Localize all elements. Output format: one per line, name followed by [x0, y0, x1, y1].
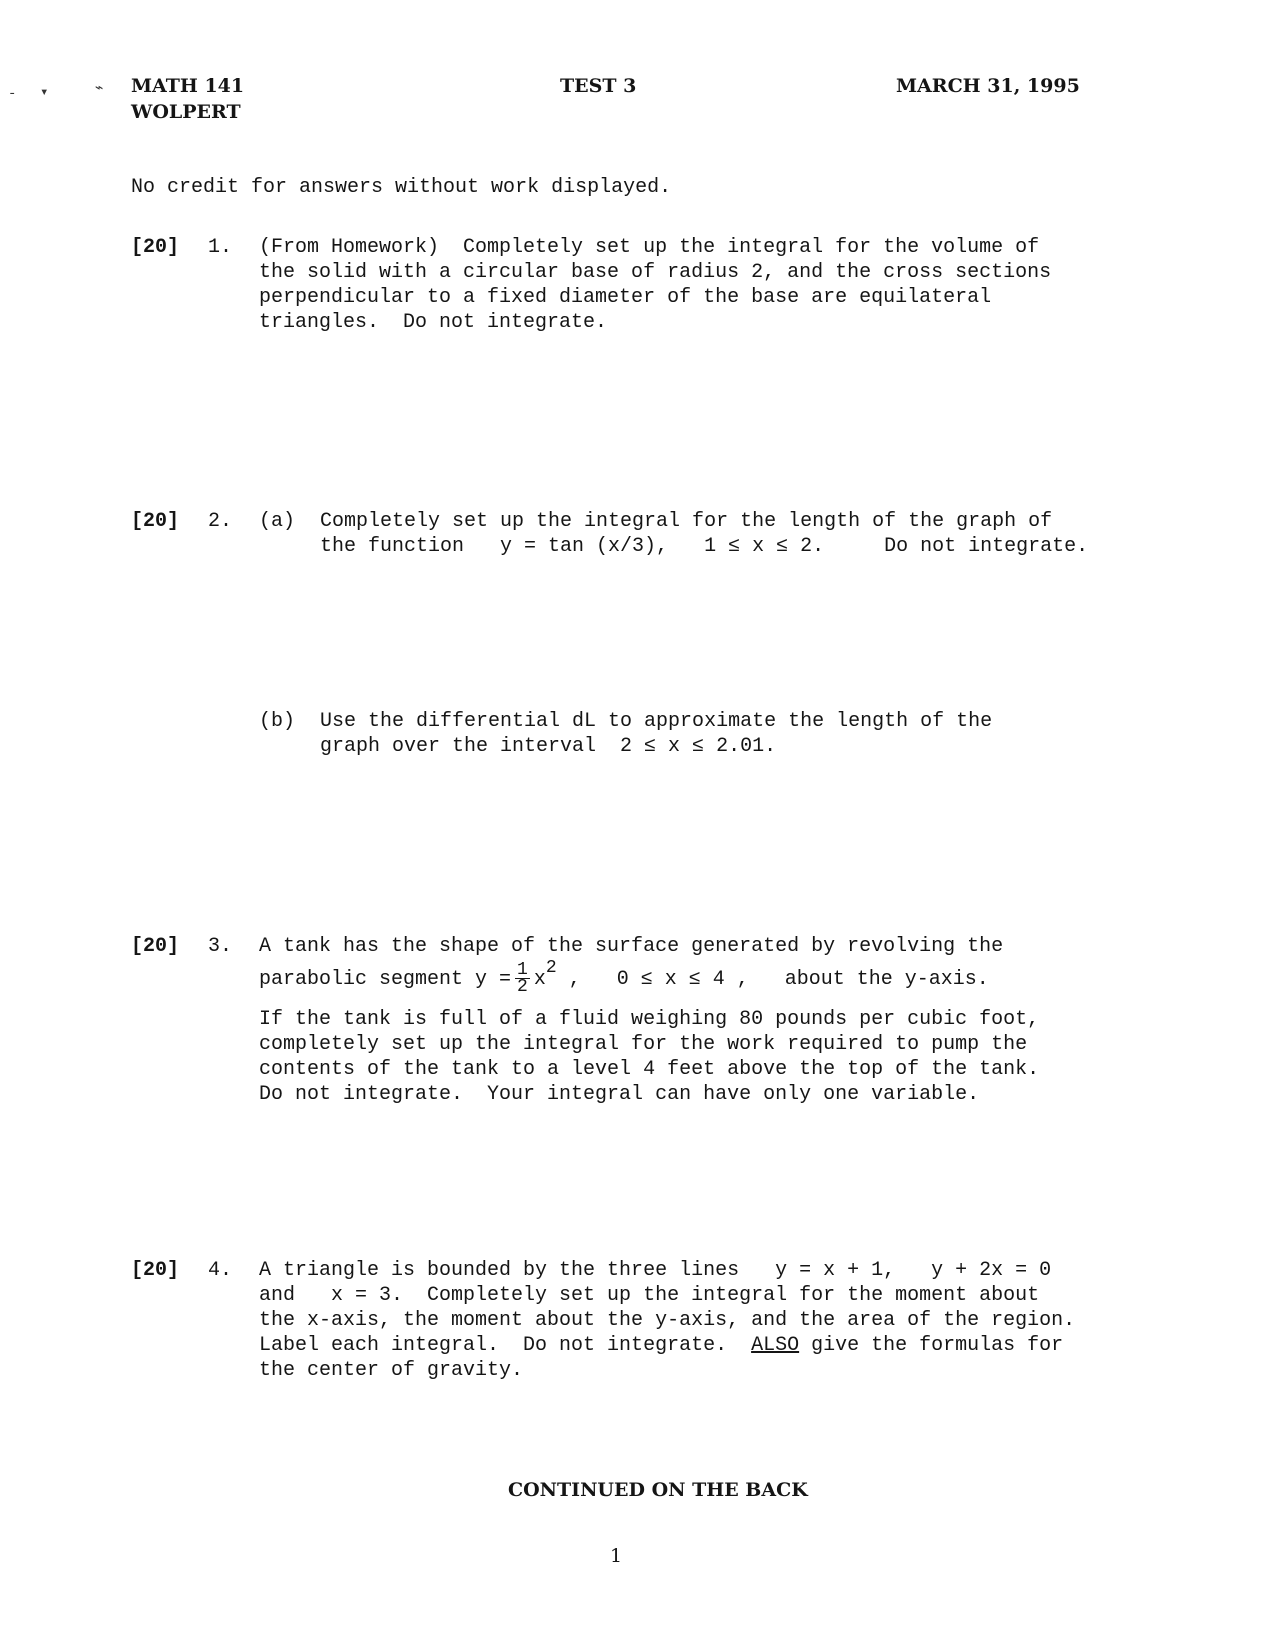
problem-1-number: 1.	[208, 236, 233, 259]
problem-4-line	[259, 1334, 1063, 1358]
problem-4-line-tail: give the formulas for	[799, 1334, 1064, 1357]
test-title: TEST 3	[560, 75, 637, 97]
problem-2-number: 2.	[208, 510, 233, 533]
problem-1-points: [20]	[131, 236, 180, 259]
course-label: MATH 141	[131, 75, 245, 97]
problem-4-number: 4.	[208, 1259, 233, 1282]
equation-variable: x	[533, 968, 546, 991]
problem-1-line: (From Homework) Completely set up the integral for the volume of	[259, 236, 1040, 259]
problem-2b-line: Use the differential dL to approximate the length of the	[320, 710, 993, 733]
problem-2a-line: Completely set up the integral for the length of the graph of	[320, 510, 1053, 533]
problem-1-line: perpendicular to a fixed diameter of the base are equilateral	[259, 286, 992, 309]
page-number: 1	[610, 1545, 623, 1567]
problem-1-line: triangles. Do not integrate.	[259, 311, 608, 334]
problem-2a-label: (a)	[259, 510, 296, 533]
problem-2a-line: the function y = tan (x/3), 1 ≤ x ≤ 2. Do not integrate.	[320, 535, 1089, 558]
problem-2-points: [20]	[131, 510, 180, 533]
equation-suffix: , 0 ≤ x ≤ 4 , about the y-axis.	[556, 968, 989, 991]
problem-4-line: A triangle is bounded by the three lines y = x + 1, y + 2x = 0	[259, 1259, 1052, 1282]
problem-4-line: the center of gravity.	[259, 1359, 524, 1382]
problem-2b-label: (b)	[259, 710, 296, 733]
problem-4-line-text: Label each integral. Do not integrate.	[259, 1334, 728, 1357]
equation-exponent: 2	[545, 958, 557, 978]
problem-3-line: contents of the tank to a level 4 feet above the top of the tank.	[259, 1058, 1040, 1081]
problem-3-line: Do not integrate. Your integral can have only one variable.	[259, 1083, 980, 1106]
test-date: MARCH 31, 1995	[896, 75, 1080, 97]
problem-3-equation-line	[259, 958, 989, 998]
problem-4-line: the x-axis, the moment about the y-axis, and the area of the region.	[259, 1309, 1076, 1332]
problem-3-points: [20]	[131, 935, 180, 958]
problem-4-points: [20]	[131, 1259, 180, 1282]
emphasis-also: ALSO	[751, 1334, 800, 1357]
problem-3-line: If the tank is full of a fluid weighing 80 pounds per cubic foot,	[259, 1008, 1040, 1031]
fraction-numerator: 1	[517, 960, 528, 981]
problem-2b-line: graph over the interval 2 ≤ x ≤ 2.01.	[320, 735, 777, 758]
problem-3-number: 3.	[208, 935, 233, 958]
problem-3-line: completely set up the integral for the work required to pump the	[259, 1033, 1028, 1056]
problem-1-line: the solid with a circular base of radius 2, and the cross sections	[259, 261, 1052, 284]
fraction-denominator: 2	[517, 977, 528, 998]
equation-prefix: parabolic segment y =	[259, 968, 512, 991]
instructions: No credit for answers without work displayed.	[131, 176, 672, 199]
margin-scribble: ⌁	[95, 81, 104, 97]
instructor-label: WOLPERT	[131, 101, 241, 123]
problem-4-line: and x = 3. Completely set up the integral for the moment about	[259, 1284, 1040, 1307]
problem-3-line: A tank has the shape of the surface generated by revolving the	[259, 935, 1004, 958]
margin-dot: -	[8, 86, 17, 102]
fraction	[515, 960, 530, 998]
margin-tick: ▾	[40, 85, 49, 101]
continued-note: CONTINUED ON THE BACK	[508, 1479, 808, 1501]
